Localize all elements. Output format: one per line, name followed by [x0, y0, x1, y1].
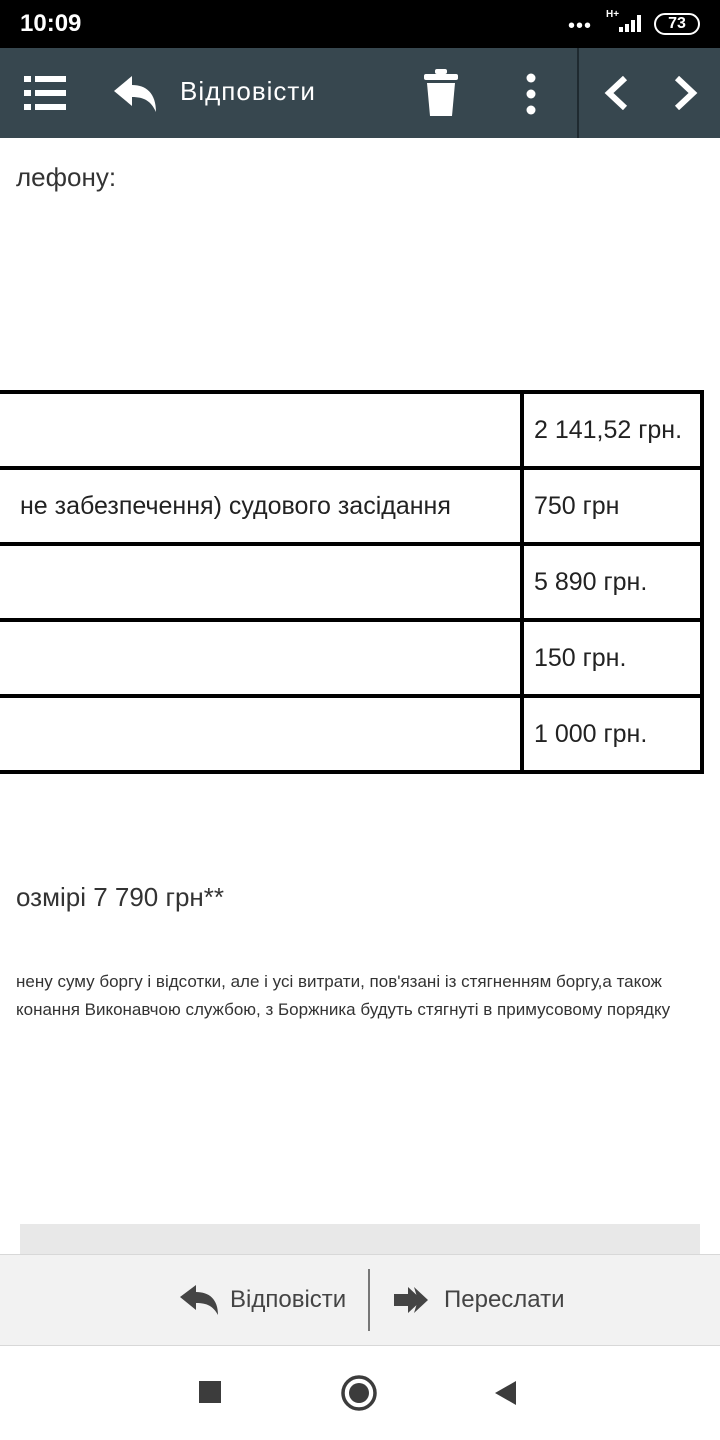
- action-divider: [368, 1269, 370, 1331]
- row-value: 150 грн.: [522, 620, 702, 696]
- forward-button-label: Переслати: [444, 1286, 565, 1313]
- row-description: [0, 392, 522, 468]
- row-value: 1 000 грн.: [522, 696, 702, 772]
- costs-table: [0, 390, 704, 774]
- toolbar-divider: [577, 48, 579, 138]
- row-value: 750 грн: [522, 468, 702, 544]
- app-toolbar: [0, 48, 720, 138]
- forward-button[interactable]: [392, 1255, 582, 1347]
- message-action-bar: [0, 1254, 720, 1346]
- table-row: [0, 620, 702, 696]
- reply-icon[interactable]: [112, 74, 158, 114]
- more-vertical-icon[interactable]: [522, 72, 540, 116]
- battery-icon: 73: [654, 13, 700, 35]
- network-type: H+: [606, 9, 620, 20]
- forward-icon: [394, 1285, 436, 1315]
- content-footer-strip: [20, 1224, 700, 1254]
- signal-icon: [617, 14, 645, 32]
- table-row: [0, 696, 702, 772]
- body-text-phone: лефону:: [16, 162, 117, 192]
- reply-button[interactable]: [176, 1255, 366, 1347]
- note-line-2: конання Виконавчою службою, з Боржника будуть стягнуті в примусовому порядку: [16, 1000, 671, 1019]
- chevron-right-icon[interactable]: [674, 76, 698, 110]
- row-description: [0, 696, 522, 772]
- row-description: [0, 544, 522, 620]
- notification-dots-icon: •••: [568, 15, 593, 37]
- table-row: [0, 544, 702, 620]
- system-navigation-bar: [0, 1346, 720, 1440]
- total-summary: озмірі 7 790 грн**: [16, 882, 225, 912]
- chevron-left-icon[interactable]: [604, 76, 628, 110]
- toolbar-title: Відповісти: [180, 76, 316, 106]
- back-triangle-icon[interactable]: [492, 1379, 518, 1407]
- row-value: 5 890 грн.: [522, 544, 702, 620]
- trash-icon[interactable]: [422, 68, 460, 118]
- message-body: [0, 138, 720, 1254]
- list-menu-icon[interactable]: [24, 74, 66, 112]
- table-row: [0, 468, 702, 544]
- status-bar: [0, 0, 720, 48]
- home-circle-icon[interactable]: [340, 1374, 378, 1412]
- reply-icon: [178, 1283, 220, 1317]
- row-value: 2 141,52 грн.: [522, 392, 702, 468]
- recents-square-icon[interactable]: [198, 1380, 222, 1404]
- reply-button-label: Відповісти: [230, 1286, 347, 1313]
- status-time: 10:09: [20, 10, 82, 37]
- row-description: [0, 620, 522, 696]
- table-row: [0, 392, 702, 468]
- note-line-1: нену суму боргу і відсотки, але і усі витрати, пов'язані із стягненням боргу,а також: [16, 972, 662, 991]
- row-description: не забезпечення) судового засідання: [0, 468, 522, 544]
